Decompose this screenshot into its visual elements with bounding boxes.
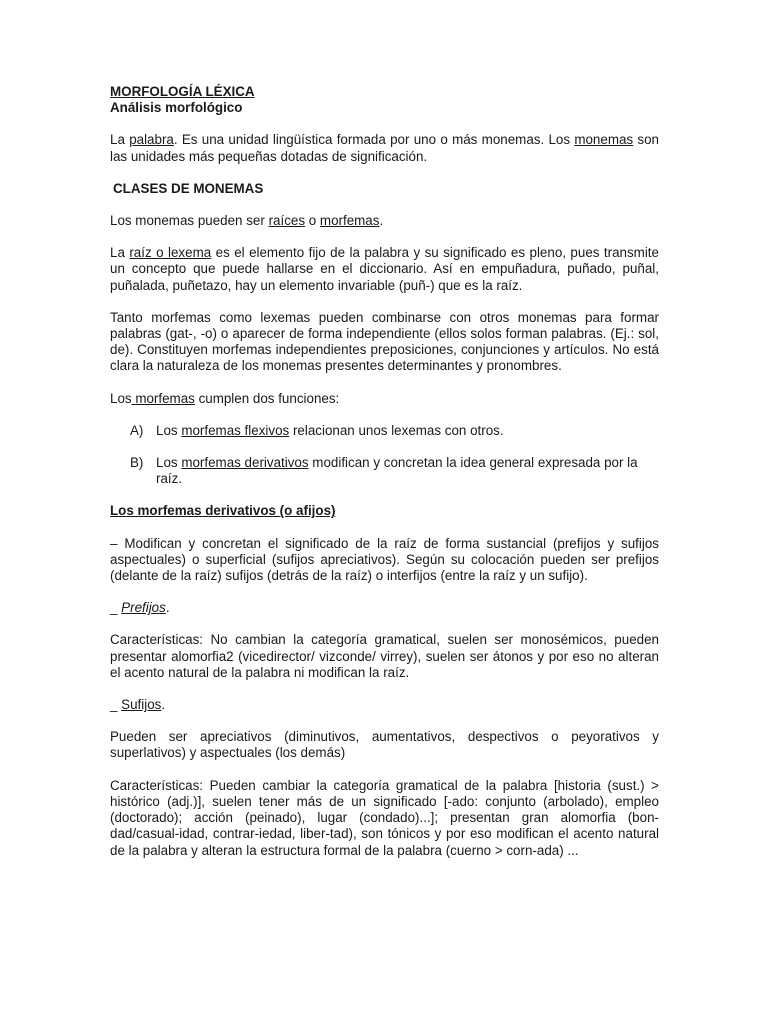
- text: son las unidades más pequeñas dotadas de significación.: [110, 132, 659, 164]
- text: .: [379, 213, 384, 229]
- text: . Es una unidad lingüística formada por uno o más monemas. Los: [173, 132, 575, 148]
- text: La: [110, 132, 130, 148]
- list-item-text: [156, 455, 659, 487]
- text: Los: [156, 422, 182, 438]
- paragraph-monemas: [110, 213, 659, 229]
- term-prefijos: Prefijos: [121, 600, 166, 616]
- term-morfemas-flexivos: morfemas flexivos: [181, 422, 290, 438]
- term-morfemas: morfemas: [131, 390, 195, 406]
- list-item-flexivos: [130, 423, 659, 439]
- heading-morfemas-derivativos: Los morfemas derivativos (o afijos): [110, 503, 336, 519]
- paragraph-combinacion: Tanto morfemas como lexemas pueden combinarse con otros monemas para formar palabras (gat-, -o) o aparecer de forma independiente (ellos solos forman palabras. (Ej.: sol, de). Constituyen morfemas independientes preposiciones, conjunciones y artículos. No está clara la naturaleza de los monemas presentes determinantes y pronombres.: [110, 309, 659, 374]
- term-monemas: monemas: [574, 132, 634, 148]
- paragraph-sufijos-tipos: Pueden ser apreciativos (diminutivos, aumentativos, despectivos o peyorativos y superlativos) y aspectuales (los demás): [110, 729, 659, 761]
- document-title: MORFOLOGÍA LÉXICA: [110, 84, 255, 99]
- text: Los: [156, 455, 182, 471]
- text: relacionan unos lexemas con otros.: [289, 422, 504, 438]
- text: .: [161, 697, 166, 713]
- paragraph-sufijos-caracteristicas: Características: Pueden cambiar la categoría gramatical de la palabra [historia (sust.) > histórico (adj.)], suelen tener más de un significado [-ado: conjunto (arbolado), empleo (doctorado); acción (peinado), lugar (condado)...]; presentan gran alomorfia (bon-dad/casual-idad, contrar-iedad, liber-tad), son tónicos y por eso modifican el acento natural de la palabra y alteran la estructura formal de la palabra (cuerno > corn-ada) ...: [110, 777, 659, 858]
- term-raiz-o-lexema: raíz o lexema: [129, 245, 212, 261]
- text: Los: [110, 390, 132, 406]
- term-sufijos: Sufijos: [121, 697, 162, 713]
- text: cumplen dos funciones:: [194, 390, 340, 406]
- heading-sufijos: [110, 697, 659, 713]
- term-palabra: palabra: [129, 132, 174, 148]
- document-body: [110, 84, 659, 875]
- list-item-derivativos: [130, 455, 659, 487]
- term-morfemas-derivativos: morfemas derivativos: [181, 455, 309, 471]
- paragraph-raiz: [110, 245, 659, 294]
- paragraph-prefijos-caracteristicas: Características: No cambian la categoría gramatical, suelen ser monosémicos, pueden presentar alomorfia2 (vicedirector/ vizconde/ virrey), suelen ser átonos y por eso no alteran el acento natural de la palabra ni modifican la raíz.: [110, 632, 659, 680]
- dash: _: [110, 600, 122, 616]
- list-item-text: [156, 423, 504, 439]
- term-morfemas: morfemas: [319, 213, 380, 229]
- text: .: [165, 600, 170, 616]
- text: La: [110, 245, 130, 261]
- document-subtitle: Análisis morfológico: [110, 100, 243, 116]
- paragraph-modifican: – Modifican y concretan el significado de la raíz de forma sustancial (prefijos y sufijos aspectuales) o superficial (sufijos apreciativos). Según su colocación pueden ser prefijos (delante de la raíz) sufijos (detrás de la raíz) o interfijos (entre la raíz y un sufijo).: [110, 535, 659, 584]
- heading-prefijos: [110, 600, 659, 616]
- list-marker: A): [130, 422, 144, 438]
- text: o: [305, 213, 320, 229]
- dash: _: [110, 697, 122, 713]
- term-raices: raíces: [268, 213, 306, 229]
- text: es el elemento fijo de la palabra y su significado es pleno, pues transmite un concepto que puede hallarse en el diccionario. Así en empuñadura, puñado, puñal, puñalada, puñetazo, hay un elemento invariable (puñ-) que es la raíz.: [110, 245, 659, 293]
- text: Los monemas pueden ser: [110, 213, 269, 229]
- paragraph-palabra: [110, 132, 659, 164]
- paragraph-funciones: [110, 391, 659, 407]
- text: modifican y concretan la idea general expresada por la raíz.: [156, 455, 638, 487]
- list-marker: B): [130, 455, 144, 471]
- heading-clases-de-monemas: CLASES DE MONEMAS: [113, 180, 264, 196]
